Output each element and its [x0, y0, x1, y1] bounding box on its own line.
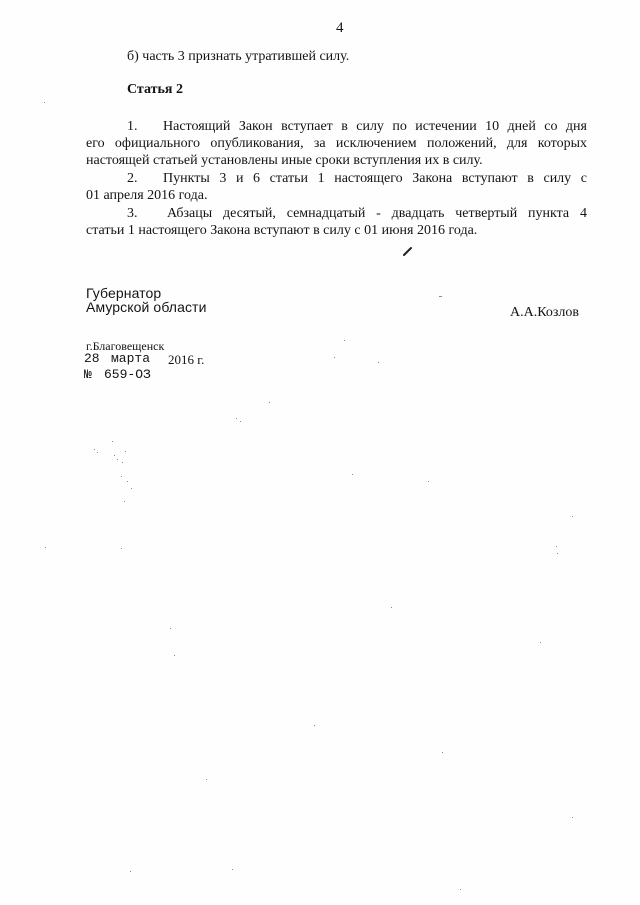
paragraph-1-number: 1. — [127, 119, 138, 134]
paragraph-3-number: 3. — [127, 206, 138, 221]
paragraph-1-line-3: настоящей статьей установлены иные сроки вступления их в силу. — [86, 153, 483, 168]
law-number-sign: № — [84, 367, 92, 382]
law-number-value: 659-ОЗ — [104, 367, 151, 382]
pen-mark-icon — [402, 246, 414, 256]
date-month: марта — [111, 351, 151, 366]
signatory-name: А.А.Козлов — [510, 305, 579, 320]
page-number: 4 — [336, 20, 344, 36]
paragraph-3-line-1: Абзацы десятый, семнадцатый - двадцать четвертый пункта 4 — [167, 206, 587, 221]
article-title: Статья 2 — [127, 82, 183, 97]
signature-title-line-1: Губернатор — [86, 285, 162, 301]
signature-title-line-2: Амурской области — [86, 299, 207, 315]
paragraph-1-line-2: его официального опубликования, за исключением положений, для которых — [86, 136, 587, 151]
place-of-signing: г.Благовещенск — [86, 339, 165, 353]
paragraph-1-line-1: Настоящий Закон вступает в силу по истечении 10 дней со дня — [163, 119, 587, 134]
item-b-text: б) часть 3 признать утратившей силу. — [127, 49, 350, 64]
paragraph-2-number: 2. — [127, 171, 138, 186]
date-year: 2016 г. — [168, 352, 205, 367]
paragraph-2-line-1: Пункты 3 и 6 статьи 1 настоящего Закона вступают в силу с — [163, 171, 587, 186]
date-day: 28 — [84, 351, 100, 366]
paragraph-3-line-2: статьи 1 настоящего Закона вступают в силу с 01 июня 2016 года. — [86, 223, 478, 238]
paragraph-2-line-2: 01 апреля 2016 года. — [86, 188, 208, 203]
